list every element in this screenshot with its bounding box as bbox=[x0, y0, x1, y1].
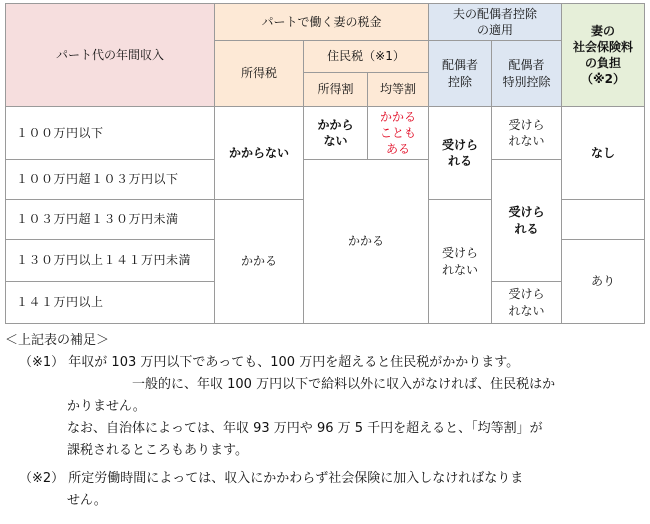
income-tax-yes: かかる bbox=[215, 200, 304, 324]
header-social-insurance: 妻の 社会保険料 の負担 （※2） bbox=[562, 4, 645, 107]
note1-line2: 一般的に、年収 100 万円以下で給料以外に収入がなければ、住民税はか bbox=[132, 377, 556, 392]
tax-table bbox=[5, 3, 645, 324]
header-spouse-deduction: 配偶者 控除 bbox=[429, 41, 492, 107]
row-label-5: １４１万円以上 bbox=[6, 282, 215, 324]
income-portion-none: かから ない bbox=[304, 107, 368, 160]
header-income-tax: 所得税 bbox=[215, 41, 304, 107]
note1-line1: （※1） 年収が 103 万円以下であっても、100 万円を超えると住民税がかかります。 bbox=[19, 355, 520, 370]
spouse-deduction-no: 受けら れない bbox=[429, 200, 492, 324]
note1-line4: なお、自治体によっては、年収 93 万円や 96 万 5 千円を超えると、「均等割」が bbox=[67, 421, 543, 436]
notes-section bbox=[5, 330, 645, 512]
note1-line3: かりません。 bbox=[67, 399, 146, 414]
note1-line5: 課税されるところもあります。 bbox=[67, 443, 248, 458]
header-income-portion: 所得割 bbox=[304, 73, 368, 107]
social-insurance-none-ext bbox=[562, 200, 645, 240]
resident-tax-yes: かかる bbox=[304, 160, 429, 324]
row-label-3: １０３万円超１３０万円未満 bbox=[6, 200, 215, 240]
row-label-2: １００万円超１０３万円以下 bbox=[6, 160, 215, 200]
row-label-1: １００万円以下 bbox=[6, 107, 215, 160]
header-special-deduction: 配偶者 特別控除 bbox=[492, 41, 562, 107]
equal-portion-maybe: かかる ことも ある bbox=[368, 107, 429, 160]
income-tax-none: かからない bbox=[215, 107, 304, 200]
special-deduction-no-top: 受けら れない bbox=[492, 107, 562, 160]
note2-line1: （※2） 所定労働時間によっては、収入にかかわらず社会保険に加入しなければなりま bbox=[19, 471, 524, 486]
header-resident-tax: 住民税（※1） bbox=[304, 41, 429, 73]
special-deduction-yes: 受けら れる bbox=[492, 160, 562, 282]
header-equal-portion: 均等割 bbox=[368, 73, 429, 107]
special-deduction-no-bottom: 受けら れない bbox=[492, 282, 562, 324]
header-income: パート代の年間収入 bbox=[6, 4, 215, 107]
social-insurance-yes: あり bbox=[562, 240, 645, 324]
row-label-4: １３０万円以上１４１万円未満 bbox=[6, 240, 215, 282]
notes-heading: ＜上記表の補足＞ bbox=[5, 333, 110, 348]
note2-line2: せん。 bbox=[67, 493, 107, 508]
social-insurance-none: なし bbox=[562, 107, 645, 200]
header-wife-tax: パートで働く妻の税金 bbox=[215, 4, 429, 41]
header-husband-deduction: 夫の配偶者控除 の適用 bbox=[429, 4, 562, 41]
spouse-deduction-yes: 受けら れる bbox=[429, 107, 492, 200]
